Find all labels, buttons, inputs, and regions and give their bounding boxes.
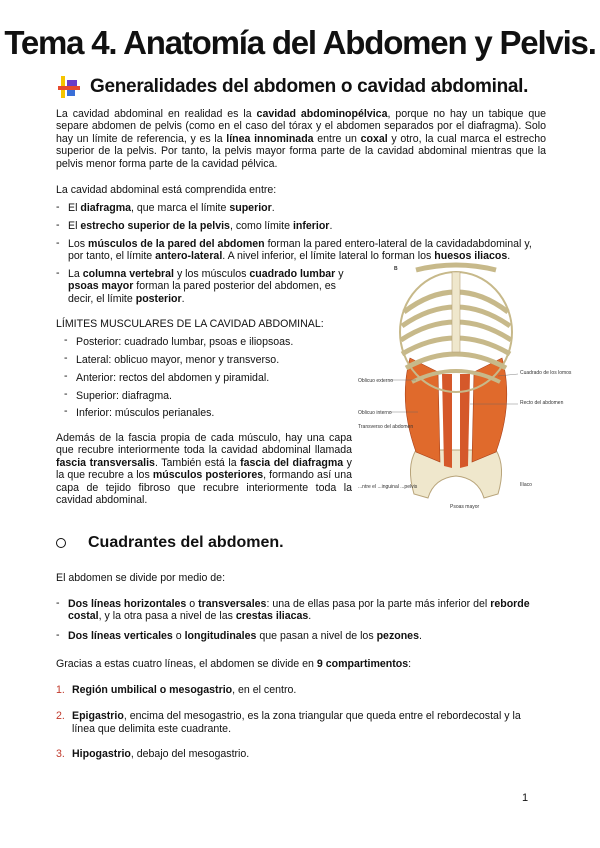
divided-text: El abdomen se divide por medio de:	[56, 572, 226, 584]
figure-letter: B	[394, 266, 398, 272]
circle-bullet-icon	[56, 538, 66, 548]
section-heading-cuadrantes	[56, 534, 284, 552]
label-recto: Recto del abdomen	[520, 400, 564, 406]
muscle-limit-item: - Superior: diafragma.	[64, 388, 172, 402]
region-item-2: 2. Epigastrio, encima del mesogastrio, es la zona triangular que queda entre el rebordecostal y la línea que delimita este cuadrante.	[56, 710, 521, 735]
page-number: 1	[522, 792, 529, 804]
region-item-3: 3. Hipogastrio, debajo del mesogastrio.	[56, 748, 250, 760]
bullet-dash-icon: -	[56, 597, 60, 609]
region-item-1: 1. Región umbilical o mesogastrio, en el centro.	[56, 684, 297, 696]
line-bullet-1: - Dos líneas horizontales o transversales: una de ellas pasa por la parte más inferior del reborde costal, y la otra pasa a nivel de las crestas iliacas.	[56, 597, 530, 623]
muscle-limit-item: - Inferior: músculos perianales.	[64, 405, 215, 419]
label-transverso: Transverso del abdomen	[358, 424, 414, 430]
muscle-limit-item: - Lateral: oblicuo mayor, menor y transverso.	[64, 352, 280, 366]
label-iliaco: Ilíaco	[520, 482, 532, 488]
section-title: Generalidades del abdomen o cavidad abdominal.	[90, 76, 529, 97]
label-oblicuo-interno: Oblicuo interno	[358, 410, 392, 416]
bullet-dash-icon: -	[56, 267, 60, 279]
section-title: Cuadrantes del abdomen.	[88, 534, 284, 551]
intro-paragraph: La cavidad abdominal en realidad es la cavidad abdominopélvica, porque no hay un tabique que separe abdomen de pelvis (como en el caso del tórax y el abdomen separados por el diafragma). Solo hay un límite de referencia, y es la línea innominada entre un coxal y otro, la cual marca el estrecho superior de la pelvis. Por tanto, la pelvis mayor forma parte de la cavidad abdominal mientras que la pelvis menor forma parte de la cavidad pélvica.	[56, 108, 547, 170]
abdominal-muscles-illustration	[358, 262, 572, 512]
muscle-limit-item: - Posterior: cuadrado lumbar, psoas e iliopsoas.	[64, 334, 294, 348]
label-psoas: Psoas mayor	[450, 504, 480, 510]
label-cuadrado: Cuadrado de los lomos	[520, 370, 572, 376]
limit-bullet-4: - La columna vertebral y los músculos cuadrado lumbar y psoas mayor forman la pared posterior del abdomen, es decir, el límite posterior.	[56, 267, 344, 305]
section-heading-generalidades	[58, 70, 528, 104]
bullet-dash-icon: -	[56, 201, 60, 213]
limit-bullet-1: - El diafragma, que marca el límite superior.	[56, 201, 275, 214]
label-oblicuo-externo: Oblicuo externo	[358, 378, 394, 384]
bullet-dash-icon: -	[56, 237, 60, 249]
muscle-limit-item: - Anterior: rectos del abdomen y piramidal.	[64, 370, 270, 384]
limit-bullet-2: - El estrecho superior de la pelvis, como límite inferior.	[56, 219, 333, 232]
label-ligamento: ...ntre el ...inguinal ...pelvis	[358, 484, 418, 490]
section-bullet-icon	[58, 74, 80, 100]
fascia-paragraph: Además de la fascia propia de cada músculo, hay una capa que recubre interiormente toda la cavidad abdominal llamada fascia transversalis. También está la fascia del diafragma y la que recubre a los músculos posteriores, formando así una capa de tejido fibroso que recubre interiormente toda la cavidad abdominal.	[56, 432, 352, 507]
bullet-dash-icon: -	[56, 629, 60, 641]
limit-bullet-3: - Los músculos de la pared del abdomen forman la pared entero-lateral de la cavidadabdominal y, por tanto, el límite antero-lateral. A nivel inferior, el límite lateral lo forman los huesos iliacos.	[56, 237, 532, 263]
bullet-dash-icon: -	[56, 219, 60, 231]
limits-title: LÍMITES MUSCULARES DE LA CAVIDAD ABDOMINAL:	[56, 318, 324, 330]
line-bullet-2: - Dos líneas verticales o longitudinales que pasan a nivel de los pezones.	[56, 629, 422, 642]
compartments-text: Gracias a estas cuatro líneas, el abdomen se divide en 9 compartimentos:	[56, 658, 412, 670]
comprised-text: La cavidad abdominal está comprendida entre:	[56, 184, 277, 196]
page-title: Tema 4. Anatomía del Abdomen y Pelvis.	[4, 24, 596, 61]
